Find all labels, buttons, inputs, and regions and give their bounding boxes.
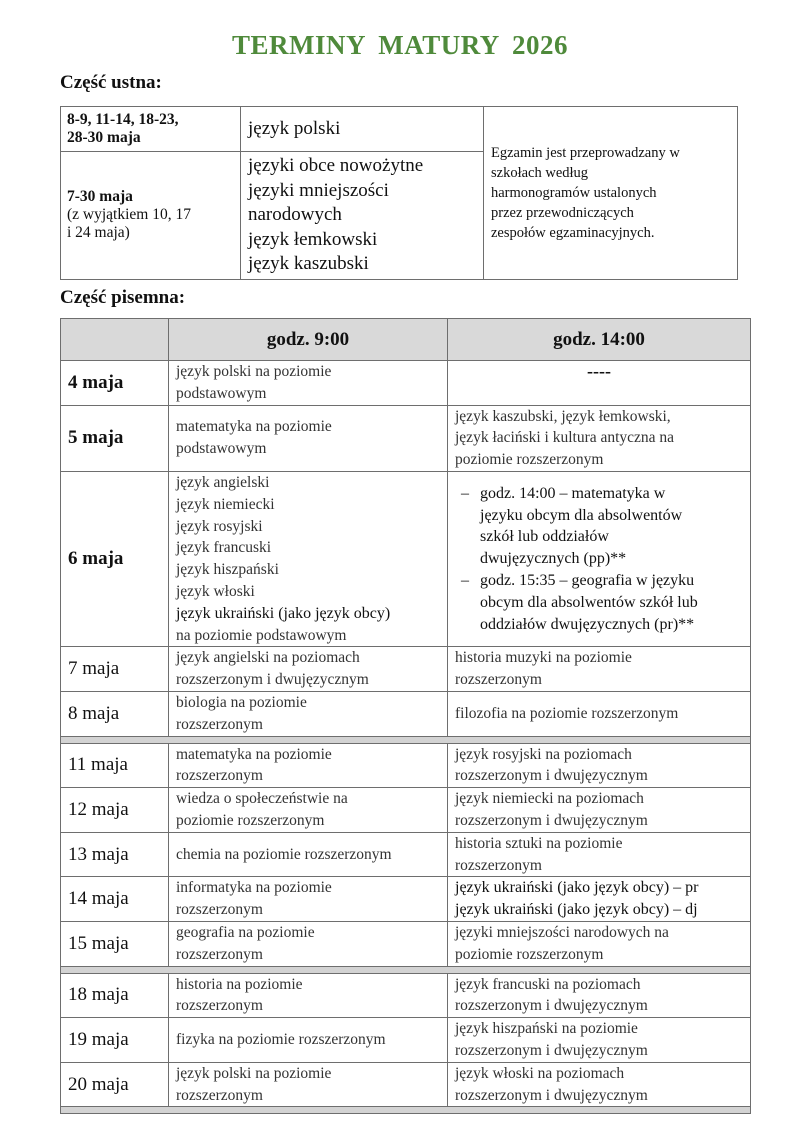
oral-date-note-line: i 24 maja) bbox=[67, 224, 130, 242]
exam-line: historia sztuki na poziomie bbox=[455, 834, 623, 852]
exam-line: język ukraiński (jako język obcy) bbox=[176, 604, 391, 622]
exam-line: wiedza o społeczeństwie na bbox=[176, 790, 348, 808]
oral-section-heading: Część ustna: bbox=[60, 72, 162, 93]
list-item bbox=[455, 483, 743, 570]
exam-line: rozszerzonym bbox=[455, 671, 542, 689]
exam-line: biologia na poziomie bbox=[176, 693, 307, 711]
morning-cell bbox=[169, 361, 448, 406]
exam-line: – godz. 14:00 – matematyka w bbox=[480, 484, 666, 502]
exam-line: język francuski na poziomach bbox=[455, 975, 641, 993]
oral-subject: języki obce nowożytne bbox=[248, 155, 424, 176]
week-separator bbox=[61, 1107, 751, 1114]
afternoon-bullet-list bbox=[455, 483, 743, 636]
morning-cell bbox=[169, 471, 448, 646]
exam-line: na poziomie podstawowym bbox=[176, 626, 347, 644]
exam-line: poziomie rozszerzonym bbox=[455, 451, 604, 469]
oral-subject: język łemkowski bbox=[248, 228, 378, 250]
afternoon-cell: ---- bbox=[448, 361, 751, 406]
morning-cell bbox=[169, 973, 448, 1018]
exam-line: język niemiecki na poziomach bbox=[455, 790, 644, 808]
exam-line: podstawowym bbox=[176, 440, 267, 458]
day-cell: 20 maja bbox=[61, 1062, 169, 1107]
written-header-row bbox=[61, 319, 751, 361]
oral-subject: języki mniejszości bbox=[248, 179, 389, 201]
exam-line: język łaciński i kultura antyczna na bbox=[455, 429, 675, 447]
table-row bbox=[61, 647, 751, 692]
exam-line: podstawowym bbox=[176, 384, 267, 402]
oral-exam-table bbox=[60, 106, 738, 280]
exam-line: oddziałów dwujęzycznych (pr)** bbox=[480, 615, 695, 633]
list-item bbox=[455, 570, 743, 635]
table-row bbox=[61, 877, 751, 922]
morning-cell bbox=[169, 743, 448, 788]
exam-line: historia muzyki na poziomie bbox=[455, 649, 632, 667]
exam-line: języku obcym dla absolwentów bbox=[480, 506, 683, 524]
day-cell: 15 maja bbox=[61, 921, 169, 966]
day-cell: 18 maja bbox=[61, 973, 169, 1018]
page-title: TERMINY MATURY 2026 bbox=[231, 30, 569, 60]
exam-line: dwujęzycznych (pp)** bbox=[480, 550, 627, 568]
exam-line: rozszerzonym i dwujęzycznym bbox=[455, 1041, 648, 1059]
exam-line: język niemiecki bbox=[176, 495, 275, 513]
morning-cell: chemia na poziomie rozszerzonym bbox=[169, 832, 448, 877]
exam-line: język rosyjski bbox=[176, 517, 263, 535]
oral-note-line: zespołów egzaminacyjnych. bbox=[491, 224, 655, 241]
written-section-heading: Część pisemna: bbox=[60, 287, 186, 308]
oral-date-note-line: (z wyjątkiem 10, 17 bbox=[67, 206, 191, 224]
exam-line: – godz. 15:35 – geografia w języku bbox=[480, 572, 695, 590]
table-row bbox=[61, 691, 751, 736]
afternoon-cell bbox=[448, 877, 751, 922]
morning-cell: fizyka na poziomie rozszerzonym bbox=[169, 1018, 448, 1063]
table-row bbox=[61, 743, 751, 788]
exam-line: język kaszubski, język łemkowski, bbox=[455, 407, 671, 425]
header-morning: godz. 9:00 bbox=[169, 319, 448, 361]
exam-line: język angielski bbox=[176, 473, 270, 491]
day-cell: 6 maja bbox=[61, 471, 169, 646]
exam-line: języki mniejszości narodowych na bbox=[455, 923, 669, 941]
afternoon-cell: filozofia na poziomie rozszerzonym bbox=[448, 691, 751, 736]
exam-line: język włoski na poziomach bbox=[455, 1064, 625, 1082]
morning-cell bbox=[169, 1062, 448, 1107]
oral-subject-cell bbox=[241, 107, 484, 152]
morning-cell bbox=[169, 691, 448, 736]
table-row bbox=[61, 832, 751, 877]
oral-date-line: 7-30 maja bbox=[67, 188, 133, 206]
day-cell: 7 maja bbox=[61, 647, 169, 692]
afternoon-cell bbox=[448, 832, 751, 877]
exam-line: język hiszpański bbox=[176, 561, 279, 579]
morning-cell bbox=[169, 921, 448, 966]
day-cell: 12 maja bbox=[61, 788, 169, 833]
afternoon-cell bbox=[448, 921, 751, 966]
header-empty-cell bbox=[61, 319, 169, 361]
oral-note-line: przez przewodniczących bbox=[491, 204, 634, 221]
day-cell: 14 maja bbox=[61, 877, 169, 922]
exam-line: rozszerzonym i dwujęzycznym bbox=[455, 997, 648, 1015]
header-afternoon: godz. 14:00 bbox=[448, 319, 751, 361]
afternoon-cell bbox=[448, 1018, 751, 1063]
oral-note-line: harmonogramów ustalonych bbox=[491, 184, 657, 201]
afternoon-cell bbox=[448, 743, 751, 788]
exam-line: matematyka na poziomie bbox=[176, 745, 332, 763]
written-exam-table bbox=[60, 318, 751, 1114]
separator-cell bbox=[61, 966, 751, 973]
table-row bbox=[61, 405, 751, 471]
exam-line: historia na poziomie bbox=[176, 975, 303, 993]
table-row bbox=[61, 1062, 751, 1107]
day-cell: 11 maja bbox=[61, 743, 169, 788]
exam-line: poziomie rozszerzonym bbox=[176, 811, 325, 829]
exam-line: język włoski bbox=[176, 582, 255, 600]
exam-line: język polski na poziomie bbox=[176, 363, 332, 380]
table-row bbox=[61, 471, 751, 646]
week-separator bbox=[61, 736, 751, 743]
exam-line: język polski na poziomie bbox=[176, 1064, 332, 1082]
day-cell: 5 maja bbox=[61, 405, 169, 471]
afternoon-cell bbox=[448, 471, 751, 646]
exam-line: język francuski bbox=[176, 539, 272, 557]
oral-note-line: szkołach według bbox=[491, 164, 589, 181]
oral-date-cell bbox=[61, 152, 241, 280]
exam-line: poziomie rozszerzonym bbox=[455, 945, 604, 963]
day-cell: 19 maja bbox=[61, 1018, 169, 1063]
exam-line: rozszerzonym i dwujęzycznym bbox=[455, 811, 648, 829]
day-cell: 4 maja bbox=[61, 361, 169, 406]
table-row bbox=[61, 973, 751, 1018]
morning-cell bbox=[169, 788, 448, 833]
table-row bbox=[61, 788, 751, 833]
exam-line: język rosyjski na poziomach bbox=[455, 745, 632, 763]
exam-line: obcym dla absolwentów szkół lub bbox=[480, 593, 698, 611]
exam-line: język hiszpański na poziomie bbox=[455, 1020, 638, 1038]
table-row bbox=[61, 361, 751, 406]
day-cell: 8 maja bbox=[61, 691, 169, 736]
afternoon-cell bbox=[448, 405, 751, 471]
exam-line: rozszerzonym i dwujęzycznym bbox=[455, 767, 648, 785]
oral-subject: język kaszubski bbox=[248, 253, 369, 274]
oral-subject: narodowych bbox=[248, 204, 342, 225]
exam-line: rozszerzonym bbox=[176, 901, 263, 919]
exam-line: rozszerzonym bbox=[176, 945, 263, 963]
exam-line: matematyka na poziomie bbox=[176, 418, 332, 436]
exam-line: język angielski na poziomach bbox=[176, 649, 360, 667]
exam-line: geografia na poziomie bbox=[176, 923, 315, 941]
exam-line: informatyka na poziomie bbox=[176, 879, 332, 897]
exam-line: rozszerzonym bbox=[455, 856, 542, 874]
exam-line: rozszerzonym bbox=[176, 997, 263, 1015]
separator-cell bbox=[61, 1107, 751, 1114]
afternoon-cell bbox=[448, 973, 751, 1018]
day-cell: 13 maja bbox=[61, 832, 169, 877]
afternoon-cell bbox=[448, 1062, 751, 1107]
table-row bbox=[61, 921, 751, 966]
exam-line: rozszerzonym i dwujęzycznym bbox=[176, 671, 369, 689]
oral-note-line: Egzamin jest przeprowadzany w bbox=[491, 144, 680, 161]
afternoon-cell bbox=[448, 788, 751, 833]
exam-line: język ukraiński (jako język obcy) – dj bbox=[455, 901, 698, 919]
exam-line: rozszerzonym bbox=[176, 1086, 263, 1104]
exam-line: rozszerzonym i dwujęzycznym bbox=[455, 1086, 648, 1104]
exam-line: język ukraiński (jako język obcy) – pr bbox=[455, 879, 699, 897]
oral-subject: język polski bbox=[248, 117, 341, 139]
morning-cell bbox=[169, 405, 448, 471]
table-row bbox=[61, 1018, 751, 1063]
oral-date-line: 8-9, 11-14, 18-23, bbox=[67, 111, 179, 128]
oral-row-polish bbox=[61, 107, 738, 152]
oral-date-cell bbox=[61, 107, 241, 152]
oral-date-line: 28-30 maja bbox=[67, 129, 141, 146]
separator-cell bbox=[61, 736, 751, 743]
oral-note-cell bbox=[484, 107, 738, 280]
week-separator bbox=[61, 966, 751, 973]
exam-line: rozszerzonym bbox=[176, 715, 263, 733]
exam-line: rozszerzonym bbox=[176, 767, 263, 785]
morning-cell bbox=[169, 877, 448, 922]
oral-subject-cell bbox=[241, 152, 484, 280]
exam-line: szkół lub oddziałów bbox=[480, 528, 609, 546]
morning-cell bbox=[169, 647, 448, 692]
afternoon-cell bbox=[448, 647, 751, 692]
